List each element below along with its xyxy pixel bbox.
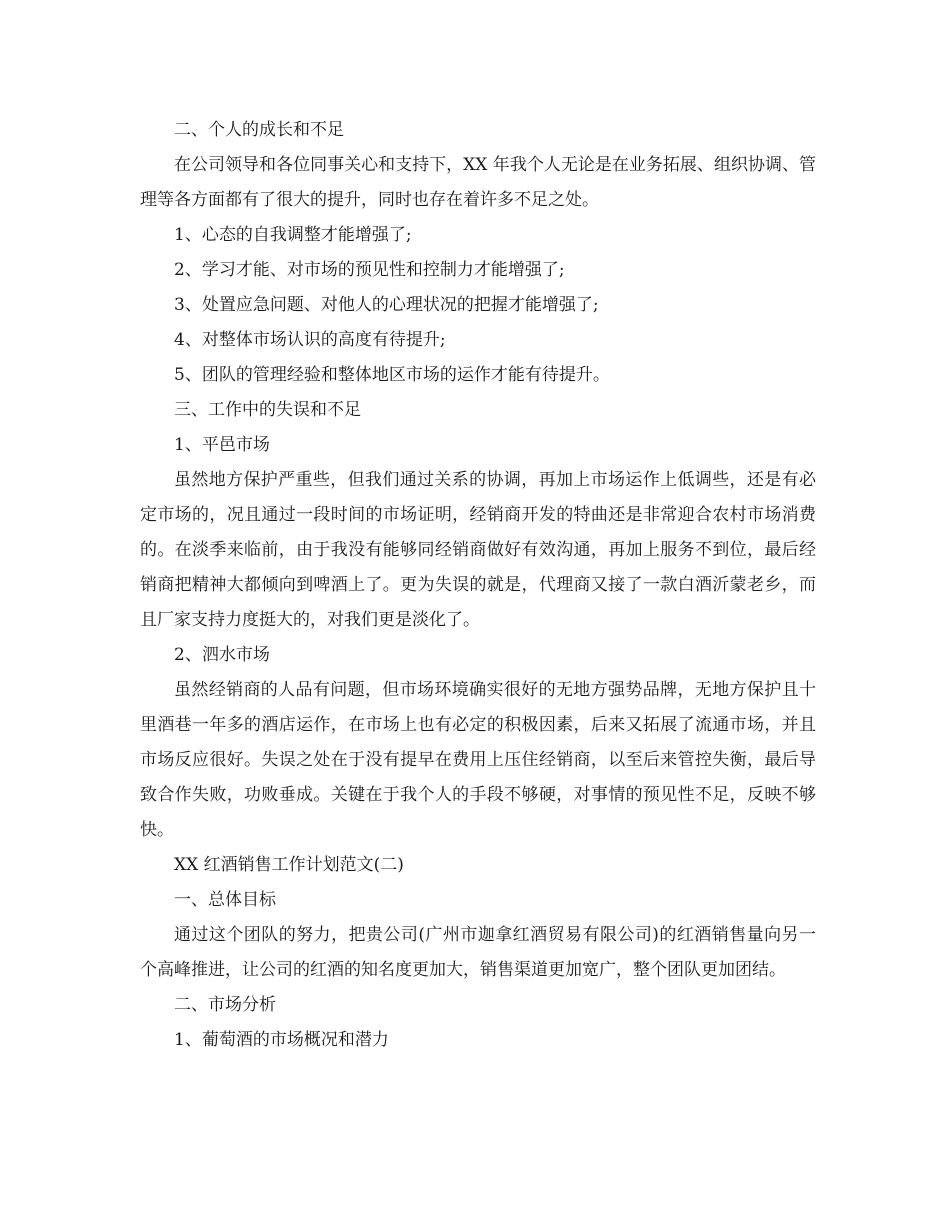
- section-heading-market-analysis: 二、市场分析: [174, 995, 276, 1015]
- subheading-pingyi-market: 1、平邑市场: [174, 435, 270, 455]
- list-item-5: 5、团队的管理经验和整体地区市场的运作才能有待提升。: [174, 365, 610, 385]
- paragraph-growth-summary: 在公司领导和各位同事关心和支持下，XX 年我个人无论是在业务拓展、组织协调、管理等各方面都有了很大的提升，同时也存在着许多不足之处。: [140, 155, 816, 210]
- document-body: [140, 113, 816, 1058]
- subheading-wine-market: 1、葡萄酒的市场概况和潜力: [174, 1030, 389, 1050]
- list-item-1: 1、心态的自我调整才能增强了;: [174, 225, 412, 245]
- paragraph-pingyi-market: 虽然地方保护严重些，但我们通过关系的协调，再加上市场运作上低调些，还是有必定市场的，况且通过一段时间的市场证明，经销商开发的特曲还是非常迎合农村市场消费的。在淡季来临前，由于我没有能够同经销商做好有效沟通，再加上服务不到位，最后经销商把精神大都倾向到啤酒上了。更为失误的就是，代理商又接了一款白酒沂蒙老乡，而且厂家支持力度挺大的，对我们更是淡化了。: [140, 470, 816, 630]
- list-item-4: 4、对整体市场认识的高度有待提升;: [174, 330, 446, 350]
- paragraph-overall-goal: 通过这个团队的努力，把贵公司(广州市迦拿红酒贸易有限公司)的红酒销售量向另一个高峰推进，让公司的红酒的知名度更加大，销售渠道更加宽广，整个团队更加团结。: [140, 925, 816, 980]
- list-item-3: 3、处置应急问题、对他人的心理状况的把握才能增强了;: [174, 295, 599, 315]
- subheading-sishui-market: 2、泗水市场: [174, 645, 270, 665]
- paragraph-sishui-market: 虽然经销商的人品有问题，但市场环境确实很好的无地方强势品牌，无地方保护且十里酒巷一年多的酒店运作，在市场上也有必定的积极因素，后来又拓展了流通市场，并且市场反应很好。失误之处在于没有提早在费用上压住经销商，以至后来管控失衡，最后导致合作失败，功败垂成。关键在于我个人的手段不够硬，对事情的预见性不足，反映不够快。: [140, 680, 816, 840]
- document-title-plan: XX 红酒销售工作计划范文(二): [174, 855, 404, 875]
- section-heading-mistakes: 三、工作中的失误和不足: [174, 400, 361, 420]
- list-item-2: 2、学习才能、对市场的预见性和控制力才能增强了;: [174, 260, 565, 280]
- section-heading-overall-goal: 一、总体目标: [174, 890, 276, 910]
- section-heading-personal-growth: 二、个人的成长和不足: [174, 120, 344, 140]
